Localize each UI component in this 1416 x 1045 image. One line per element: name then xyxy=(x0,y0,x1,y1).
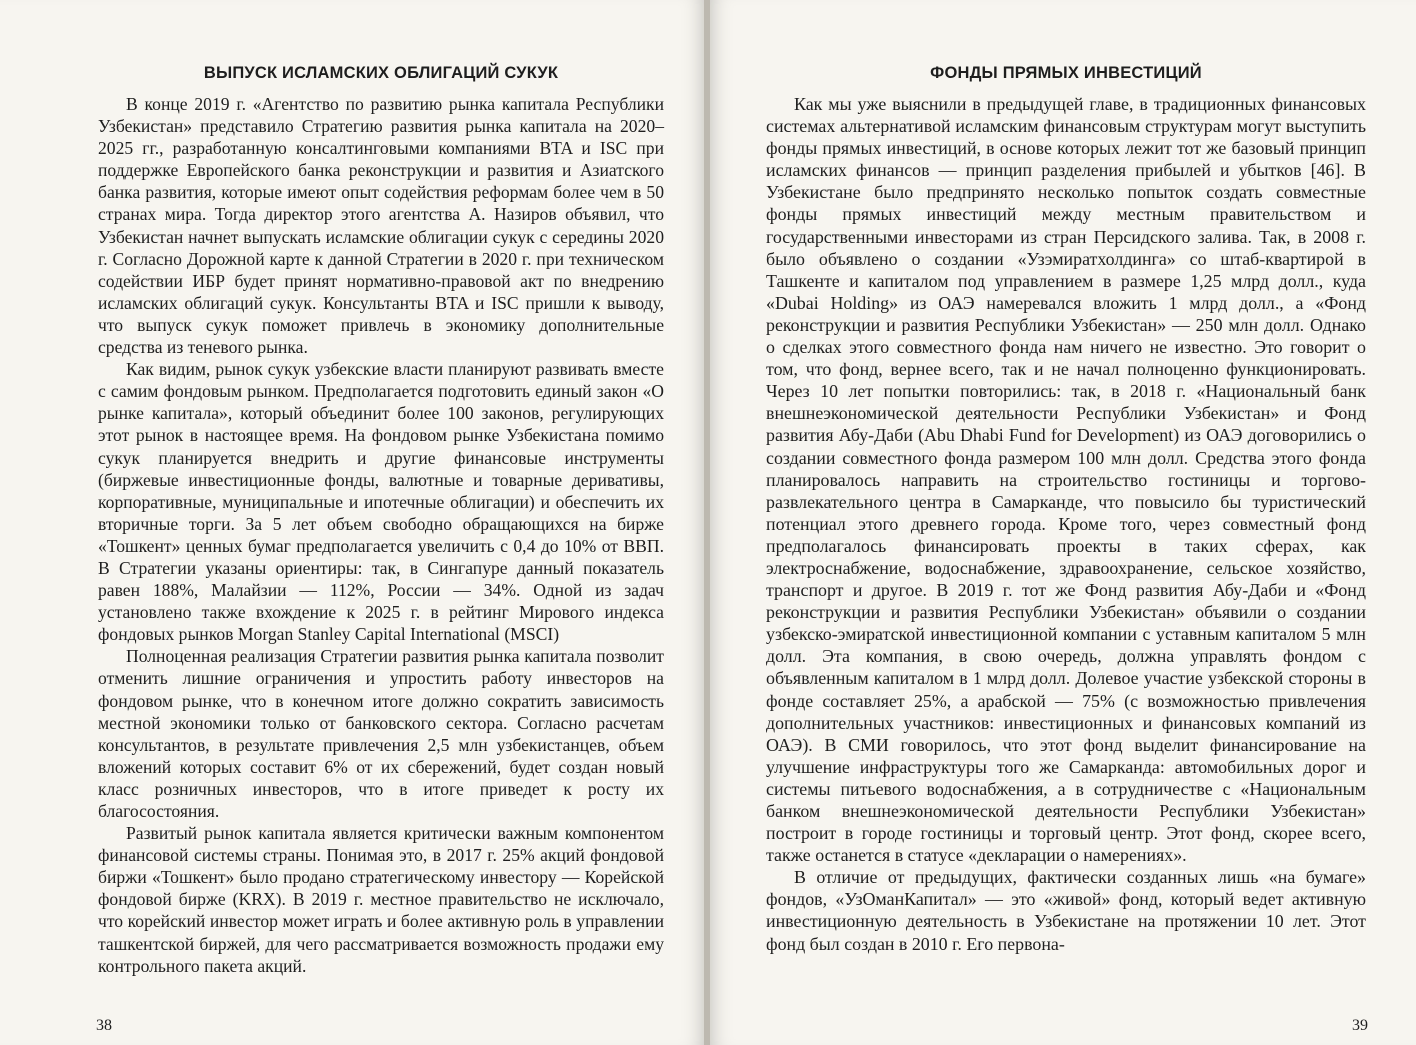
left-page-heading: ВЫПУСК ИСЛАМСКИХ ОБЛИГАЦИЙ СУКУК xyxy=(203,64,559,82)
left-page-number: 38 xyxy=(96,1017,112,1034)
right-page-number: 39 xyxy=(1352,1017,1368,1034)
left-paragraph-3: Полноценная реализация Стратегии развития рынка капитала позволит отменить лишние ограничения и упростить работу инвесторов на фондовом рынке, что в конечном итоге должно сократить зависимость местной экономики только от банковского сектора. Согласно расчетам консультантов, в результате привлечения 2,5 млн узбекистанцев, объем вложений которых составит 6% от их сбережений, будет создан новый класс розничных инвесторов, что в итоге приведет к росту их благосостояния. xyxy=(98,646,664,821)
left-paragraph-2: Как видим, рынок сукук узбекские власти планируют развивать вместе с самим фондовым рынком. Предполагается подготовить единый закон «О рынке капитала», который объединит более 100 законов, регулирующих этот рынок в настоящее время. На фондовом рынке Узбекистана помимо сукук планируется внедрить и другие финансовые инструменты (биржевые инвестиционные фонды, валютные и товарные деривативы, корпоративные, муниципальные и ипотечные облигации) и обеспечить их вторичные торги. За 5 лет объем свободно обращающихся на бирже «Тошкент» ценных бумаг предполагается увеличить с 0,4 до 10% от ВВП. В Стратегии указаны ориентиры: так, в Сингапуре данный показатель равен 188%, Малайзии — 112%, России — 34%. Одной из задач установлено также вхождение к 2025 г. в рейтинг Мирового индекса фондовых рынков Morgan Stanley Capital International (MSCI) xyxy=(98,359,664,645)
left-paragraph-4: Развитый рынок капитала является критически важным компонентом финансовой системы страны. Понимая это, в 2017 г. 25% акций фондовой биржи «Тошкент» было продано стратегическому инвестору — Корейской фондовой бирже (KRX). В 2019 г. местное правительство не исключало, что корейский инвестор может играть и более активную роль в управлении ташкентской биржей, для чего рассматривается возможность продажи ему контрольного пакета акций. xyxy=(98,823,664,976)
right-page xyxy=(710,0,1416,1045)
right-paragraph-2: В отличие от предыдущих, фактически созданных лишь «на бумаге» фондов, «УзОманКапитал» — это «живой» фонд, который ведет активную инвестиционную деятельность в Узбекистане на протяжении 10 лет. Этот фонд был создан в 2010 г. Его первона- xyxy=(766,867,1366,954)
right-page-heading: ФОНДЫ ПРЯМЫХ ИНВЕСТИЦИЙ xyxy=(930,64,1202,82)
left-paragraph-1: В конце 2019 г. «Агентство по развитию рынка капитала Республики Узбекистан» представило Стратегию развития рынка капитала на 2020–2025 гг., разработанную консалтинговыми компаниями BTA и ISC при поддержке Европейского банка реконструкции и развития и Азиатского банка развития, которые имеют опыт содействия реформам более чем в 50 странах мира. Тогда директор этого агентства А. Назиров объявил, что Узбекистан начнет выпускать исламские облигации сукук с середины 2020 г. Согласно Дорожной карте к данной Стратегии в 2020 г. при техническом содействии ИБР будет принят нормативно-правовой акт по внедрению исламских облигаций сукук. Консультанты BTA и ISC пришли к выводу, что выпуск сукук поможет привлечь в экономику дополнительные средства из теневого рынка. xyxy=(98,94,664,358)
left-page xyxy=(0,0,704,1045)
right-paragraph-1: Как мы уже выяснили в предыдущей главе, в традиционных финансовых системах альтернативой исламским финансовым структурам могут выступить фонды прямых инвестиций, в основе которых лежит тот же базовый принцип исламских финансов — принцип разделения прибылей и убытков [46]. В Узбекистане было предпринято несколько попыток создать совместные фонды прямых инвестиций между местным правительством и государственными инвесторами из стран Персидского залива. Так, в 2008 г. было объявлено о создании «Узэмиратхолдинга» со штаб-квартирой в Ташкенте и капиталом под управлением в размере 1,25 млрд долл., куда «Dubai Holding» из ОАЭ намеревался вложить 1 млрд долл., а «Фонд реконструкции и развития Республики Узбекистан» — 250 млн долл. Однако о сделках этого совместного фонда нам ничего не известно. Это говорит о том, что фонд, вернее всего, так и не начал полноценно функционировать. Через 10 лет попытки повторились: так, в 2018 г. «Национальный банк внешнеэкономической деятельности Республики Узбекистан» и Фонд развития Абу-Даби (Abu Dhabi Fund for Development) из ОАЭ договорились о создании совместного фонда размером 100 млн долл. Средства этого фонда планировалось направить на строительство гостиницы и торгово-развлекательного центра в Самарканде, что повысило бы туристический потенциал этого древнего города. Кроме того, через совместный фонд предполагалось финансировать проекты в таких сферах, как электроснабжение, водоснабжение, здравоохранение, сельское хозяйство, транспорт и другое. В 2019 г. тот же Фонд развития Абу-Даби и «Фонд реконструкции и развития Республики Узбекистан» объявили о создании узбекско-эмиратской инвестиционной компании с уставным капиталом 5 млн долл. Эта компания, в свою очередь, должна управлять фондом с объявленным капиталом в 1 млрд долл. Долевое участие узбекской стороны в фонде составляет 25%, а арабской — 75% (с возможностью привлечения дополнительных участников: инвестиционных и финансовых компаний из ОАЭ). В СМИ говорилось, что этот фонд выделит финансирование на улучшение инфраструктуры того же Самарканда: автомобильных дорог и системы питьевого водоснабжения, а в сотрудничестве с «Национальным банком внешнеэкономической деятельности Республики Узбекистан» построит в городе гостиницы и торговый центр. Этот фонд, скорее всего, также останется в статусе «декларации о намерениях». xyxy=(766,94,1366,866)
